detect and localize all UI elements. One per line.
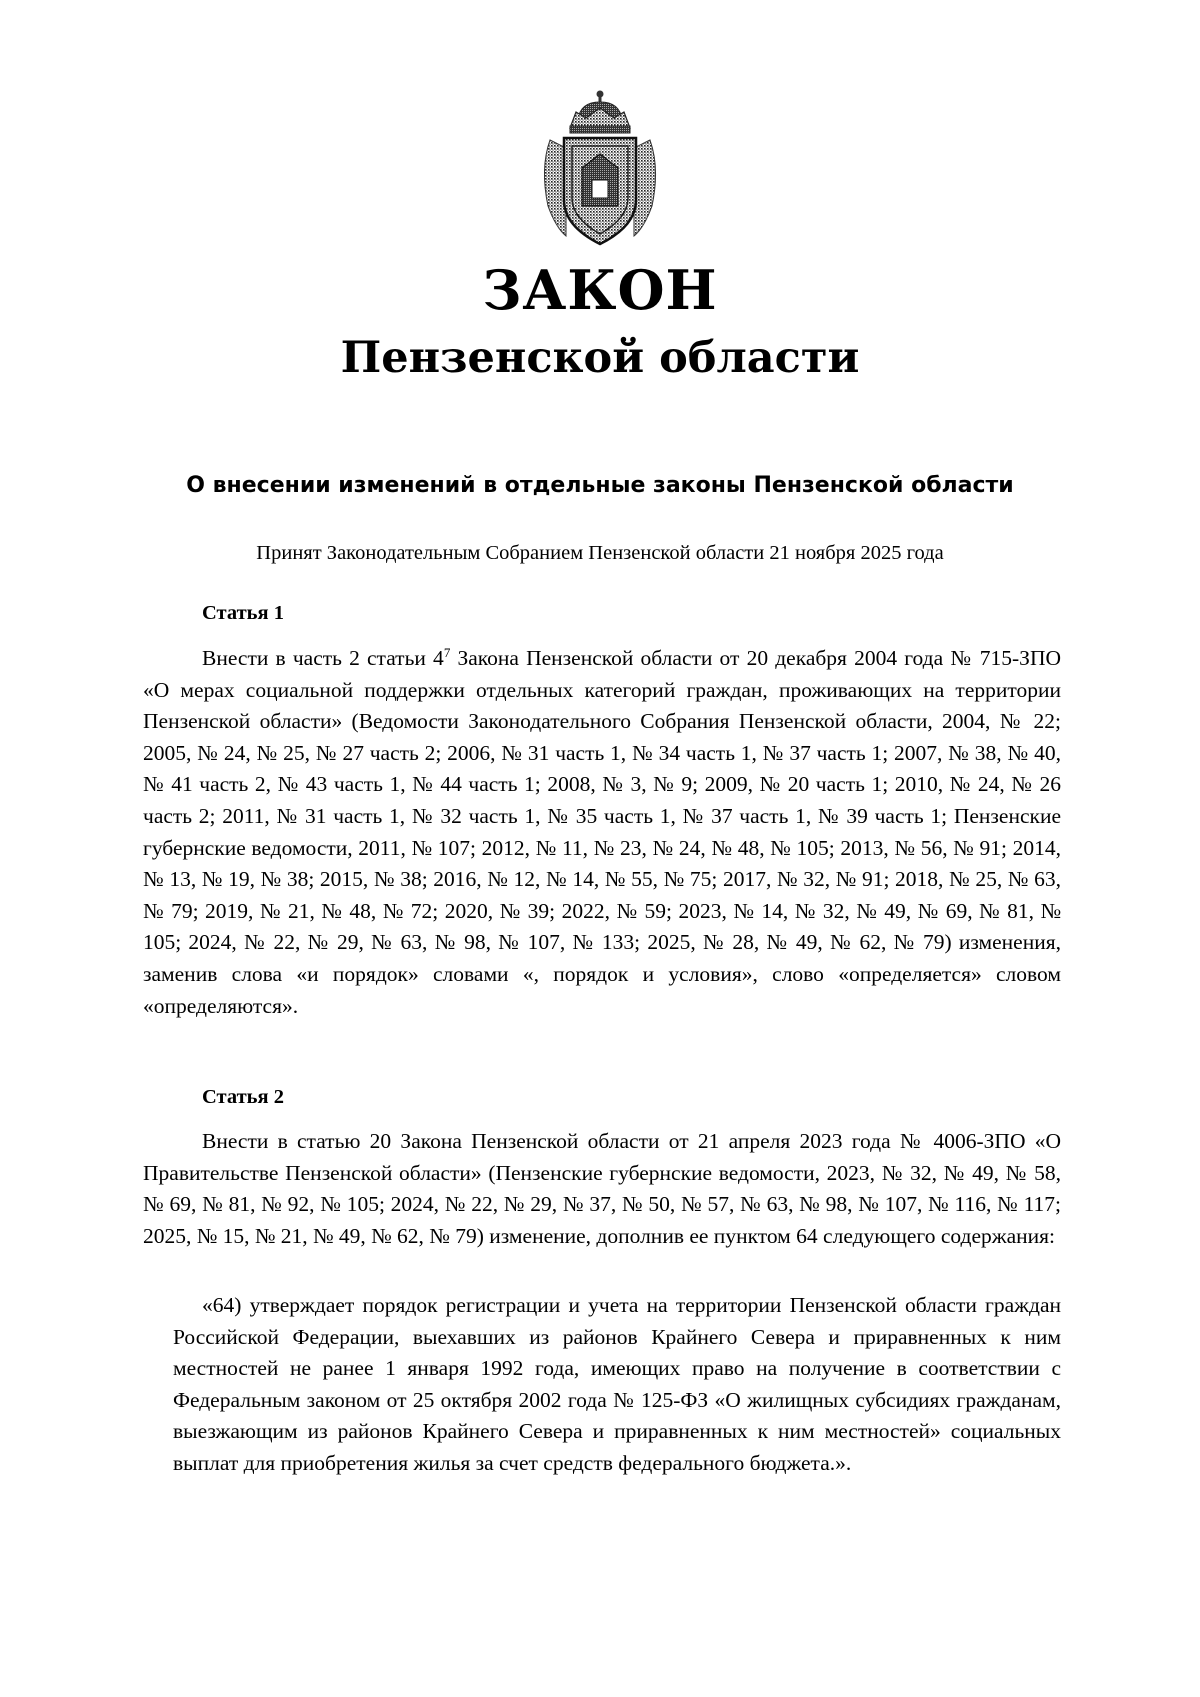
article-1-text bbox=[143, 643, 1061, 1022]
article-2-heading: Статья 2 bbox=[202, 1086, 284, 1108]
law-region-heading: Пензенской области bbox=[340, 333, 860, 383]
article-2-quoted-clause: «64) утверждает порядок регистрации и учета на территории Пензенской области граждан Российской Федерации, выехавших из районов Крайнего Севера и приравненных к ним местностей не ранее 1 января 1992 года, имеющих право на получение в соответствии с Федеральным законом от 25 октября 2002 года № 125-ФЗ «О жилищных субсидиях гражданам, выезжающим из районов Крайнего Севера и приравненных к ним местностей» социальных выплат для приобретения жилья за счет средств федерального бюджета.». bbox=[173, 1293, 1061, 1475]
article-1-text-part1: Внести в часть 2 статьи 4 bbox=[202, 646, 444, 670]
article-1-text-part2: Закона Пензенской области от 20 декабря 2004 года № 715-ЗПО «О мерах социальной поддержки отдельных категорий граждан, проживающих на территории Пензенской области» (Ведомости Законодательного Собрания Пензенской области, 2004, № 22; 2005, № 24, № 25, № 27 часть 2; 2006, № 31 часть 1, № 34 часть 1, № 37 часть 1; 2007, № 38, № 40, № 41 часть 2, № 43 часть 1, № 44 часть 1; 2008, № 3, № 9; 2009, № 20 часть 1; 2010, № 24, № 26 часть 2; 2011, № 31 часть 1, № 32 часть 1, № 35 часть 1, № 37 часть 1, № 39 часть 1; Пензенские губернские ведомости, 2011, № 107; 2012, № 11, № 23, № 24, № 48, № 105; 2013, № 56, № 91; 2014, № 13, № 19, № 38; 2015, № 38; 2016, № 12, № 14, № 55, № 75; 2017, № 32, № 91; 2018, № 25, № 63, № 79; 2019, № 21, № 48, № 72; 2020, № 39; 2022, № 59; 2023, № 14, № 32, № 49, № 69, № 81, № 105; 2024, № 22, № 29, № 63, № 98, № 107, № 133; 2025, № 28, № 49, № 62, № 79) изменения, заменив слова «и порядок» словами «, порядок и условия», слово «определяется» словом «определяются». bbox=[143, 646, 1061, 1018]
article-2-text: Внести в статью 20 Закона Пензенской области от 21 апреля 2023 года № 4006-ЗПО «О Правительстве Пензенской области» (Пензенские губернские ведомости, 2023, № 32, № 49, № 58, № 69, № 81, № 92, № 105; 2024, № 22, № 29, № 37, № 50, № 57, № 63, № 98, № 107, № 116, № 117; 2025, № 15, № 21, № 49, № 62, № 79) изменение, дополнив ее пунктом 64 следующего содержания: bbox=[143, 1129, 1061, 1248]
document-title: О внесении изменений в отдельные законы Пензенской области bbox=[186, 473, 1014, 498]
adoption-line: Принят Законодательным Собранием Пензенской области 21 ноября 2025 года bbox=[256, 542, 944, 564]
law-heading: ЗАКОН bbox=[482, 258, 718, 322]
article-number-superscript: 7 bbox=[443, 644, 451, 660]
coat-of-arms-icon bbox=[530, 88, 670, 248]
article-1-heading: Статья 1 bbox=[202, 602, 284, 624]
